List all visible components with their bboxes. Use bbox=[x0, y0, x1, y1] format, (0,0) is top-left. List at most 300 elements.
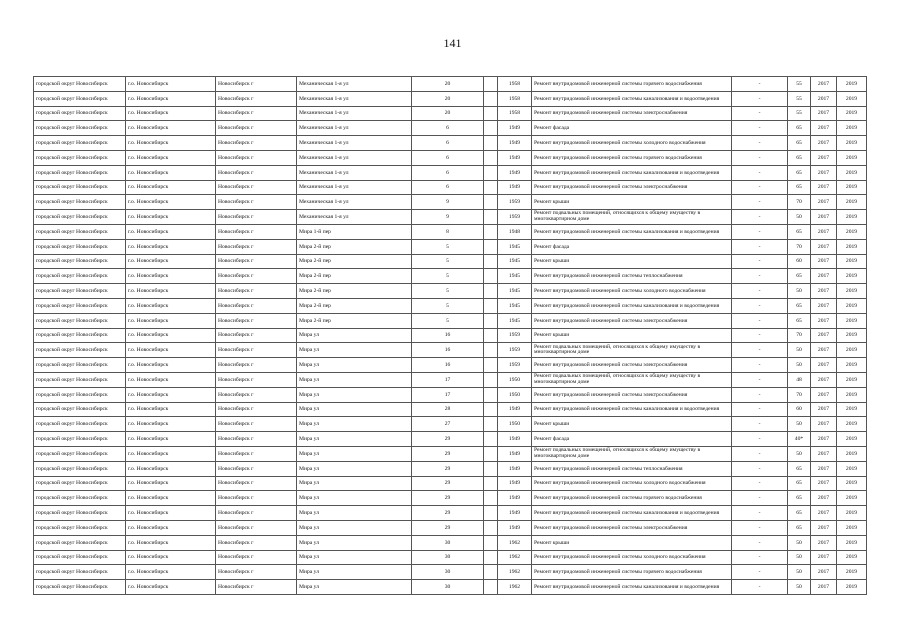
cell-city: Новосибирск г bbox=[216, 565, 297, 580]
cell-street: Мира 2-й пер bbox=[297, 284, 412, 299]
cell-district: г.о. Новосибирск bbox=[126, 284, 216, 299]
cell-dash: - bbox=[732, 372, 788, 387]
cell-cost-share: 65 bbox=[788, 520, 811, 535]
cell-dash: - bbox=[732, 91, 788, 106]
cell-year-from: 2017 bbox=[811, 343, 837, 358]
cell-dash: - bbox=[732, 106, 788, 121]
cell-house-number: 6 bbox=[412, 165, 484, 180]
cell-year-to: 2019 bbox=[837, 254, 867, 269]
cell-city: Новосибирск г bbox=[216, 328, 297, 343]
cell-city: Новосибирск г bbox=[216, 343, 297, 358]
cell-cost-share: 50 bbox=[788, 565, 811, 580]
cell-house-number: 29 bbox=[412, 491, 484, 506]
cell-district: г.о. Новосибирск bbox=[126, 121, 216, 136]
cell-year-from: 2017 bbox=[811, 580, 837, 595]
cell-work-type: Ремонт внутридомовой инженерной системы электроснабжения bbox=[532, 520, 732, 535]
cell-cost-share: 50 bbox=[788, 284, 811, 299]
cell-year-from: 2017 bbox=[811, 210, 837, 225]
table-row bbox=[34, 106, 867, 121]
table-row bbox=[34, 165, 867, 180]
cell-dash: - bbox=[732, 328, 788, 343]
cell-letter bbox=[484, 506, 498, 521]
cell-municipality: городской округ Новосибирск bbox=[34, 313, 126, 328]
cell-district: г.о. Новосибирск bbox=[126, 150, 216, 165]
table-row bbox=[34, 476, 867, 491]
cell-year-from: 2017 bbox=[811, 387, 837, 402]
cell-work-type: Ремонт внутридомовой инженерной системы электроснабжения bbox=[532, 358, 732, 373]
cell-city: Новосибирск г bbox=[216, 313, 297, 328]
cell-year-to: 2019 bbox=[837, 77, 867, 92]
cell-cost-share: 50 bbox=[788, 535, 811, 550]
cell-city: Новосибирск г bbox=[216, 387, 297, 402]
cell-district: г.о. Новосибирск bbox=[126, 446, 216, 461]
cell-municipality: городской округ Новосибирск bbox=[34, 580, 126, 595]
cell-letter bbox=[484, 313, 498, 328]
cell-dash: - bbox=[732, 446, 788, 461]
cell-year-from: 2017 bbox=[811, 91, 837, 106]
cell-municipality: городской округ Новосибирск bbox=[34, 432, 126, 447]
cell-year-from: 2017 bbox=[811, 372, 837, 387]
cell-cost-share: 65 bbox=[788, 150, 811, 165]
table-row bbox=[34, 446, 867, 461]
cell-district: г.о. Новосибирск bbox=[126, 476, 216, 491]
cell-city: Новосибирск г bbox=[216, 91, 297, 106]
table-body bbox=[34, 77, 867, 595]
cell-municipality: городской округ Новосибирск bbox=[34, 476, 126, 491]
cell-district: г.о. Новосибирск bbox=[126, 372, 216, 387]
cell-year-from: 2017 bbox=[811, 446, 837, 461]
cell-city: Новосибирск г bbox=[216, 165, 297, 180]
cell-street: Мира ул bbox=[297, 387, 412, 402]
cell-year-built: 1948 bbox=[498, 224, 532, 239]
cell-city: Новосибирск г bbox=[216, 254, 297, 269]
cell-municipality: городской округ Новосибирск bbox=[34, 402, 126, 417]
cell-year-from: 2017 bbox=[811, 506, 837, 521]
cell-street: Механическая 1-я ул bbox=[297, 106, 412, 121]
cell-letter bbox=[484, 565, 498, 580]
cell-letter bbox=[484, 254, 498, 269]
cell-work-type: Ремонт внутридомовой инженерной системы холодного водоснабжения bbox=[532, 550, 732, 565]
cell-letter bbox=[484, 298, 498, 313]
cell-work-type: Ремонт внутридомовой инженерной системы горячего водоснабжения bbox=[532, 150, 732, 165]
cell-city: Новосибирск г bbox=[216, 461, 297, 476]
cell-municipality: городской округ Новосибирск bbox=[34, 506, 126, 521]
cell-house-number: 16 bbox=[412, 343, 484, 358]
cell-letter bbox=[484, 239, 498, 254]
cell-district: г.о. Новосибирск bbox=[126, 491, 216, 506]
cell-year-built: 1958 bbox=[498, 106, 532, 121]
cell-year-from: 2017 bbox=[811, 313, 837, 328]
cell-municipality: городской округ Новосибирск bbox=[34, 224, 126, 239]
table-row bbox=[34, 343, 867, 358]
cell-work-type: Ремонт подвальных помещений, относящихся к общему имуществу в многоквартирном доме bbox=[532, 372, 732, 387]
cell-letter bbox=[484, 461, 498, 476]
cell-district: г.о. Новосибирск bbox=[126, 254, 216, 269]
cell-city: Новосибирск г bbox=[216, 506, 297, 521]
cell-cost-share: 65 bbox=[788, 298, 811, 313]
cell-street: Механическая 1-я ул bbox=[297, 121, 412, 136]
cell-city: Новосибирск г bbox=[216, 580, 297, 595]
cell-dash: - bbox=[732, 402, 788, 417]
cell-cost-share: 70 bbox=[788, 387, 811, 402]
cell-city: Новосибирск г bbox=[216, 136, 297, 151]
cell-cost-share: 50 bbox=[788, 446, 811, 461]
cell-letter bbox=[484, 165, 498, 180]
cell-cost-share: 65 bbox=[788, 165, 811, 180]
cell-municipality: городской округ Новосибирск bbox=[34, 106, 126, 121]
cell-dash: - bbox=[732, 195, 788, 210]
cell-work-type: Ремонт внутридомовой инженерной системы электроснабжения bbox=[532, 180, 732, 195]
cell-district: г.о. Новосибирск bbox=[126, 550, 216, 565]
cell-street: Мира 2-й пер bbox=[297, 313, 412, 328]
cell-municipality: городской округ Новосибирск bbox=[34, 461, 126, 476]
cell-year-from: 2017 bbox=[811, 180, 837, 195]
table-row bbox=[34, 402, 867, 417]
cell-house-number: 30 bbox=[412, 550, 484, 565]
table-row bbox=[34, 417, 867, 432]
table-row bbox=[34, 461, 867, 476]
cell-work-type: Ремонт подвальных помещений, относящихся к общему имуществу в многоквартирном доме bbox=[532, 446, 732, 461]
cell-letter bbox=[484, 91, 498, 106]
cell-municipality: городской округ Новосибирск bbox=[34, 491, 126, 506]
cell-work-type: Ремонт внутридомовой инженерной системы холодного водоснабжения bbox=[532, 284, 732, 299]
cell-dash: - bbox=[732, 313, 788, 328]
table-row bbox=[34, 520, 867, 535]
cell-house-number: 5 bbox=[412, 284, 484, 299]
cell-dash: - bbox=[732, 254, 788, 269]
cell-house-number: 16 bbox=[412, 328, 484, 343]
cell-house-number: 9 bbox=[412, 195, 484, 210]
cell-year-from: 2017 bbox=[811, 417, 837, 432]
cell-year-to: 2019 bbox=[837, 136, 867, 151]
cell-street: Мира 2-й пер bbox=[297, 254, 412, 269]
cell-house-number: 20 bbox=[412, 77, 484, 92]
cell-work-type: Ремонт внутридомовой инженерной системы горячего водоснабжения bbox=[532, 491, 732, 506]
cell-cost-share: 55 bbox=[788, 106, 811, 121]
cell-letter bbox=[484, 328, 498, 343]
cell-work-type: Ремонт внутридомовой инженерной системы канализования и водоотведения bbox=[532, 298, 732, 313]
cell-year-built: 1949 bbox=[498, 121, 532, 136]
cell-year-to: 2019 bbox=[837, 387, 867, 402]
cell-house-number: 17 bbox=[412, 387, 484, 402]
cell-letter bbox=[484, 550, 498, 565]
cell-city: Новосибирск г bbox=[216, 476, 297, 491]
cell-street: Механическая 1-я ул bbox=[297, 77, 412, 92]
cell-year-built: 1949 bbox=[498, 506, 532, 521]
cell-city: Новосибирск г bbox=[216, 491, 297, 506]
cell-year-built: 1959 bbox=[498, 358, 532, 373]
cell-street: Мира 2-й пер bbox=[297, 239, 412, 254]
cell-district: г.о. Новосибирск bbox=[126, 180, 216, 195]
cell-year-built: 1945 bbox=[498, 284, 532, 299]
cell-dash: - bbox=[732, 165, 788, 180]
cell-work-type: Ремонт внутридомовой инженерной системы электроснабжения bbox=[532, 106, 732, 121]
cell-municipality: городской округ Новосибирск bbox=[34, 565, 126, 580]
cell-year-built: 1949 bbox=[498, 180, 532, 195]
cell-year-built: 1945 bbox=[498, 298, 532, 313]
cell-work-type: Ремонт внутридомовой инженерной системы горячего водоснабжения bbox=[532, 77, 732, 92]
cell-house-number: 5 bbox=[412, 239, 484, 254]
cell-street: Мира ул bbox=[297, 520, 412, 535]
cell-work-type: Ремонт внутридомовой инженерной системы канализования и водоотведения bbox=[532, 402, 732, 417]
cell-year-to: 2019 bbox=[837, 165, 867, 180]
cell-letter bbox=[484, 77, 498, 92]
cell-year-to: 2019 bbox=[837, 343, 867, 358]
table-row bbox=[34, 210, 867, 225]
cell-dash: - bbox=[732, 150, 788, 165]
cell-letter bbox=[484, 535, 498, 550]
cell-year-built: 1949 bbox=[498, 446, 532, 461]
cell-year-built: 1959 bbox=[498, 195, 532, 210]
cell-house-number: 6 bbox=[412, 136, 484, 151]
cell-municipality: городской округ Новосибирск bbox=[34, 387, 126, 402]
cell-work-type: Ремонт крыши bbox=[532, 328, 732, 343]
cell-street: Мира ул bbox=[297, 417, 412, 432]
cell-work-type: Ремонт фасада bbox=[532, 239, 732, 254]
cell-street: Мира ул bbox=[297, 358, 412, 373]
cell-year-to: 2019 bbox=[837, 417, 867, 432]
cell-cost-share: 60 bbox=[788, 254, 811, 269]
cell-letter bbox=[484, 491, 498, 506]
cell-work-type: Ремонт фасада bbox=[532, 121, 732, 136]
cell-year-built: 1958 bbox=[498, 77, 532, 92]
cell-year-from: 2017 bbox=[811, 77, 837, 92]
cell-year-to: 2019 bbox=[837, 358, 867, 373]
cell-municipality: городской округ Новосибирск bbox=[34, 550, 126, 565]
cell-city: Новосибирск г bbox=[216, 358, 297, 373]
cell-city: Новосибирск г bbox=[216, 550, 297, 565]
cell-letter bbox=[484, 210, 498, 225]
cell-municipality: городской округ Новосибирск bbox=[34, 446, 126, 461]
cell-house-number: 27 bbox=[412, 417, 484, 432]
cell-municipality: городской округ Новосибирск bbox=[34, 77, 126, 92]
cell-municipality: городской округ Новосибирск bbox=[34, 210, 126, 225]
cell-district: г.о. Новосибирск bbox=[126, 402, 216, 417]
cell-house-number: 20 bbox=[412, 91, 484, 106]
cell-year-to: 2019 bbox=[837, 402, 867, 417]
cell-letter bbox=[484, 432, 498, 447]
cell-dash: - bbox=[732, 476, 788, 491]
cell-municipality: городской округ Новосибирск bbox=[34, 269, 126, 284]
cell-year-from: 2017 bbox=[811, 520, 837, 535]
cell-dash: - bbox=[732, 506, 788, 521]
cell-house-number: 29 bbox=[412, 432, 484, 447]
cell-street: Мира ул bbox=[297, 565, 412, 580]
cell-year-from: 2017 bbox=[811, 224, 837, 239]
cell-cost-share: 50 bbox=[788, 580, 811, 595]
cell-year-to: 2019 bbox=[837, 180, 867, 195]
cell-work-type: Ремонт крыши bbox=[532, 417, 732, 432]
cell-year-built: 1958 bbox=[498, 91, 532, 106]
table-row bbox=[34, 254, 867, 269]
cell-letter bbox=[484, 520, 498, 535]
cell-letter bbox=[484, 284, 498, 299]
cell-year-built: 1950 bbox=[498, 387, 532, 402]
cell-house-number: 29 bbox=[412, 506, 484, 521]
cell-municipality: городской округ Новосибирск bbox=[34, 121, 126, 136]
cell-work-type: Ремонт подвальных помещений, относящихся к общему имуществу в многоквартирном доме bbox=[532, 343, 732, 358]
table-row bbox=[34, 328, 867, 343]
cell-work-type: Ремонт внутридомовой инженерной системы канализования и водоотведения bbox=[532, 91, 732, 106]
cell-cost-share: 70 bbox=[788, 328, 811, 343]
cell-cost-share: 70 bbox=[788, 239, 811, 254]
cell-house-number: 28 bbox=[412, 402, 484, 417]
cell-cost-share: 65 bbox=[788, 461, 811, 476]
cell-year-to: 2019 bbox=[837, 491, 867, 506]
cell-district: г.о. Новосибирск bbox=[126, 343, 216, 358]
cell-year-from: 2017 bbox=[811, 402, 837, 417]
cell-district: г.о. Новосибирск bbox=[126, 165, 216, 180]
cell-year-from: 2017 bbox=[811, 106, 837, 121]
cell-letter bbox=[484, 224, 498, 239]
cell-municipality: городской округ Новосибирск bbox=[34, 136, 126, 151]
cell-work-type: Ремонт внутридомовой инженерной системы теплоснабжения bbox=[532, 269, 732, 284]
cell-work-type: Ремонт фасада bbox=[532, 432, 732, 447]
cell-dash: - bbox=[732, 417, 788, 432]
cell-municipality: городской округ Новосибирск bbox=[34, 150, 126, 165]
cell-year-to: 2019 bbox=[837, 476, 867, 491]
cell-cost-share: 50 bbox=[788, 358, 811, 373]
cell-cost-share: 60 bbox=[788, 402, 811, 417]
cell-dash: - bbox=[732, 535, 788, 550]
cell-year-to: 2019 bbox=[837, 328, 867, 343]
cell-letter bbox=[484, 358, 498, 373]
cell-year-from: 2017 bbox=[811, 136, 837, 151]
cell-district: г.о. Новосибирск bbox=[126, 239, 216, 254]
cell-street: Мира 1-й пер bbox=[297, 224, 412, 239]
cell-street: Мира ул bbox=[297, 506, 412, 521]
table-row bbox=[34, 372, 867, 387]
cell-year-to: 2019 bbox=[837, 106, 867, 121]
capital-repair-table bbox=[33, 76, 867, 595]
cell-district: г.о. Новосибирск bbox=[126, 210, 216, 225]
cell-year-from: 2017 bbox=[811, 461, 837, 476]
cell-dash: - bbox=[732, 284, 788, 299]
table-row bbox=[34, 506, 867, 521]
cell-work-type: Ремонт внутридомовой инженерной системы горячего водоснабжения bbox=[532, 565, 732, 580]
cell-dash: - bbox=[732, 565, 788, 580]
cell-year-to: 2019 bbox=[837, 269, 867, 284]
cell-city: Новосибирск г bbox=[216, 284, 297, 299]
cell-year-built: 1950 bbox=[498, 417, 532, 432]
cell-street: Мира ул bbox=[297, 446, 412, 461]
cell-municipality: городской округ Новосибирск bbox=[34, 195, 126, 210]
cell-house-number: 29 bbox=[412, 476, 484, 491]
table-row bbox=[34, 239, 867, 254]
cell-year-to: 2019 bbox=[837, 91, 867, 106]
cell-municipality: городской округ Новосибирск bbox=[34, 535, 126, 550]
cell-year-from: 2017 bbox=[811, 239, 837, 254]
cell-district: г.о. Новосибирск bbox=[126, 461, 216, 476]
cell-house-number: 29 bbox=[412, 446, 484, 461]
cell-city: Новосибирск г bbox=[216, 150, 297, 165]
cell-year-to: 2019 bbox=[837, 550, 867, 565]
cell-year-built: 1959 bbox=[498, 328, 532, 343]
cell-letter bbox=[484, 150, 498, 165]
cell-house-number: 30 bbox=[412, 535, 484, 550]
cell-letter bbox=[484, 195, 498, 210]
cell-municipality: городской округ Новосибирск bbox=[34, 180, 126, 195]
cell-house-number: 17 bbox=[412, 372, 484, 387]
cell-municipality: городской округ Новосибирск bbox=[34, 91, 126, 106]
table-row bbox=[34, 387, 867, 402]
cell-work-type: Ремонт внутридомовой инженерной системы канализования и водоотведения bbox=[532, 165, 732, 180]
cell-house-number: 5 bbox=[412, 298, 484, 313]
cell-cost-share: 65 bbox=[788, 269, 811, 284]
cell-year-from: 2017 bbox=[811, 491, 837, 506]
cell-year-to: 2019 bbox=[837, 535, 867, 550]
cell-dash: - bbox=[732, 343, 788, 358]
cell-dash: - bbox=[732, 358, 788, 373]
table-row bbox=[34, 580, 867, 595]
cell-year-built: 1959 bbox=[498, 343, 532, 358]
cell-letter bbox=[484, 372, 498, 387]
cell-municipality: городской округ Новосибирск bbox=[34, 165, 126, 180]
table-row bbox=[34, 358, 867, 373]
cell-cost-share: 65 bbox=[788, 224, 811, 239]
table-row bbox=[34, 269, 867, 284]
cell-cost-share: 65 bbox=[788, 121, 811, 136]
table-row bbox=[34, 535, 867, 550]
cell-street: Мира ул bbox=[297, 550, 412, 565]
cell-district: г.о. Новосибирск bbox=[126, 358, 216, 373]
cell-street: Мира ул bbox=[297, 343, 412, 358]
cell-street: Механическая 1-я ул bbox=[297, 165, 412, 180]
table-row bbox=[34, 432, 867, 447]
cell-year-built: 1950 bbox=[498, 372, 532, 387]
table-row bbox=[34, 313, 867, 328]
cell-year-from: 2017 bbox=[811, 476, 837, 491]
cell-house-number: 30 bbox=[412, 580, 484, 595]
cell-dash: - bbox=[732, 121, 788, 136]
cell-street: Механическая 1-я ул bbox=[297, 195, 412, 210]
cell-street: Мира ул bbox=[297, 580, 412, 595]
cell-year-to: 2019 bbox=[837, 239, 867, 254]
cell-cost-share: 55 bbox=[788, 77, 811, 92]
cell-year-built: 1962 bbox=[498, 580, 532, 595]
cell-cost-share: 48 bbox=[788, 372, 811, 387]
cell-district: г.о. Новосибирск bbox=[126, 106, 216, 121]
cell-city: Новосибирск г bbox=[216, 269, 297, 284]
cell-dash: - bbox=[732, 298, 788, 313]
cell-work-type: Ремонт внутридомовой инженерной системы электроснабжения bbox=[532, 387, 732, 402]
cell-dash: - bbox=[732, 520, 788, 535]
cell-year-built: 1945 bbox=[498, 269, 532, 284]
cell-district: г.о. Новосибирск bbox=[126, 432, 216, 447]
cell-dash: - bbox=[732, 77, 788, 92]
cell-year-from: 2017 bbox=[811, 550, 837, 565]
cell-year-built: 1949 bbox=[498, 476, 532, 491]
cell-street: Механическая 1-я ул bbox=[297, 180, 412, 195]
cell-city: Новосибирск г bbox=[216, 106, 297, 121]
cell-work-type: Ремонт внутридомовой инженерной системы канализования и водоотведения bbox=[532, 506, 732, 521]
cell-cost-share: 65 bbox=[788, 491, 811, 506]
cell-dash: - bbox=[732, 136, 788, 151]
table-row bbox=[34, 565, 867, 580]
cell-year-built: 1949 bbox=[498, 150, 532, 165]
cell-cost-share: 55 bbox=[788, 91, 811, 106]
cell-city: Новосибирск г bbox=[216, 239, 297, 254]
cell-year-from: 2017 bbox=[811, 358, 837, 373]
cell-cost-share: 40* bbox=[788, 432, 811, 447]
cell-year-from: 2017 bbox=[811, 535, 837, 550]
cell-work-type: Ремонт подвальных помещений, относящихся к общему имуществу в многоквартирном доме bbox=[532, 210, 732, 225]
cell-letter bbox=[484, 269, 498, 284]
cell-year-to: 2019 bbox=[837, 224, 867, 239]
cell-year-to: 2019 bbox=[837, 372, 867, 387]
cell-district: г.о. Новосибирск bbox=[126, 313, 216, 328]
cell-year-built: 1949 bbox=[498, 520, 532, 535]
